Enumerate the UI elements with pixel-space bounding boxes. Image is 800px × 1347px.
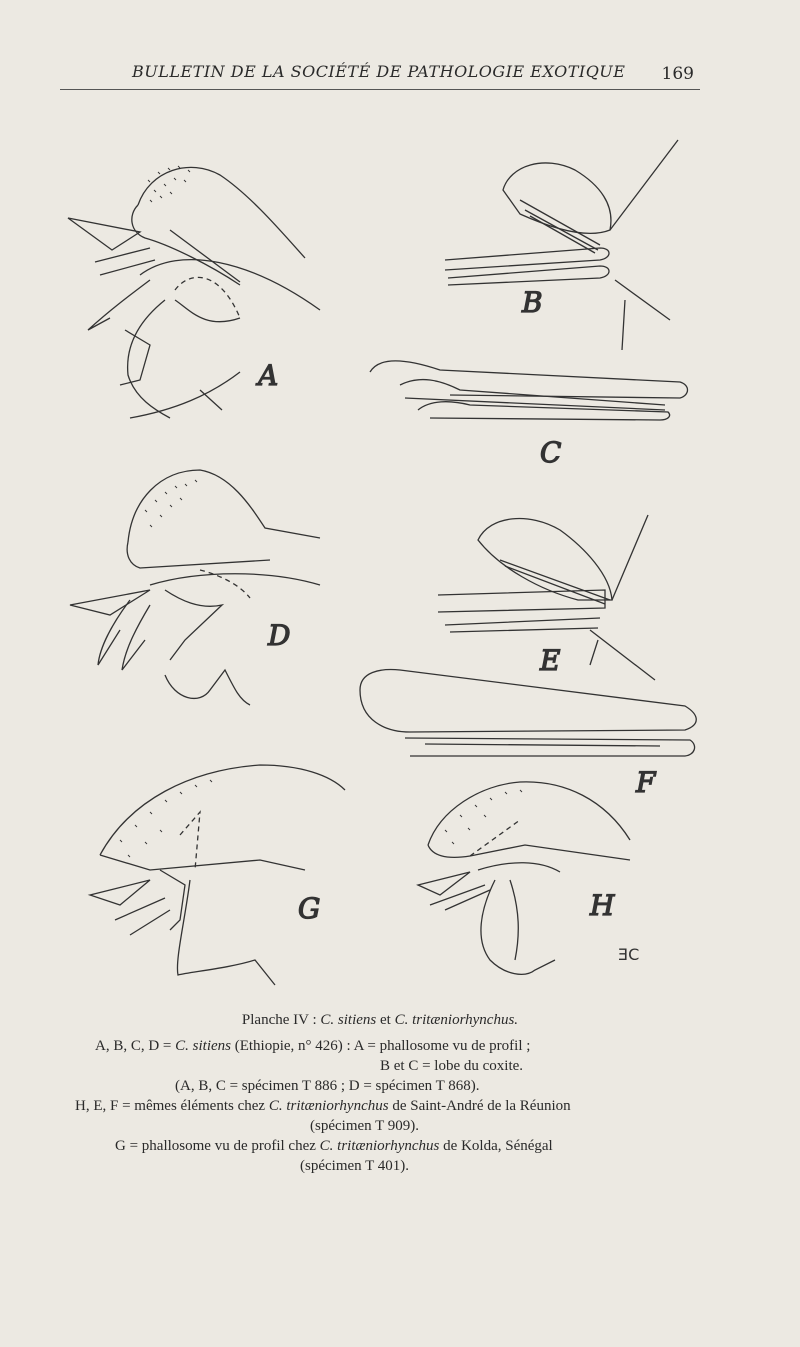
journal-title: BULLETIN DE LA SOCIÉTÉ DE PATHOLOGIE EXOTIQUE (132, 62, 626, 81)
figure-f-drawing (360, 670, 696, 756)
plate-caption (60, 1010, 700, 1176)
figure-b-drawing (445, 140, 678, 350)
caption-line-1: A, B, C, D = C. sitiens (Ethiopie, n° 426) : A = phallosome vu de profil ; (95, 1038, 531, 1054)
figure-a-drawing (68, 166, 320, 418)
figure-d-drawing (70, 470, 320, 705)
caption-line-4: H, E, F = mêmes éléments chez C. tritæniorhynchus de Saint-André de la Réunion (75, 1098, 571, 1114)
caption-line-6: G = phallosome vu de profil chez C. tritæniorhynchus de Kolda, Sénégal (115, 1138, 553, 1154)
figure-label-c: C (540, 436, 562, 469)
figure-label-d: D (268, 619, 291, 652)
caption-line-2: B et C = lobe du coxite. (380, 1058, 524, 1074)
figure-label-e: E (540, 644, 561, 677)
caption-title: Planche IV : C. sitiens et C. tritæniorhynchus. (241, 1012, 519, 1028)
figure-label-a: A (258, 359, 279, 392)
caption-line-7: (spécimen T 401). (300, 1158, 410, 1174)
caption-line-5: (spécimen T 909). (310, 1118, 420, 1134)
artist-signature: ƎC (618, 945, 640, 964)
figure-label-h: H (590, 889, 615, 922)
figure-label-b: B (522, 286, 543, 319)
figure-h-drawing (418, 782, 630, 974)
page-number: 169 (661, 64, 694, 84)
caption-line-3: (A, B, C = spécimen T 886 ; D = spécimen T 868). (175, 1078, 480, 1094)
figure-label-g: G (298, 892, 321, 925)
figure-label-f: F (636, 766, 656, 799)
figure-g-drawing (90, 765, 345, 985)
figure-c-drawing (370, 361, 688, 420)
